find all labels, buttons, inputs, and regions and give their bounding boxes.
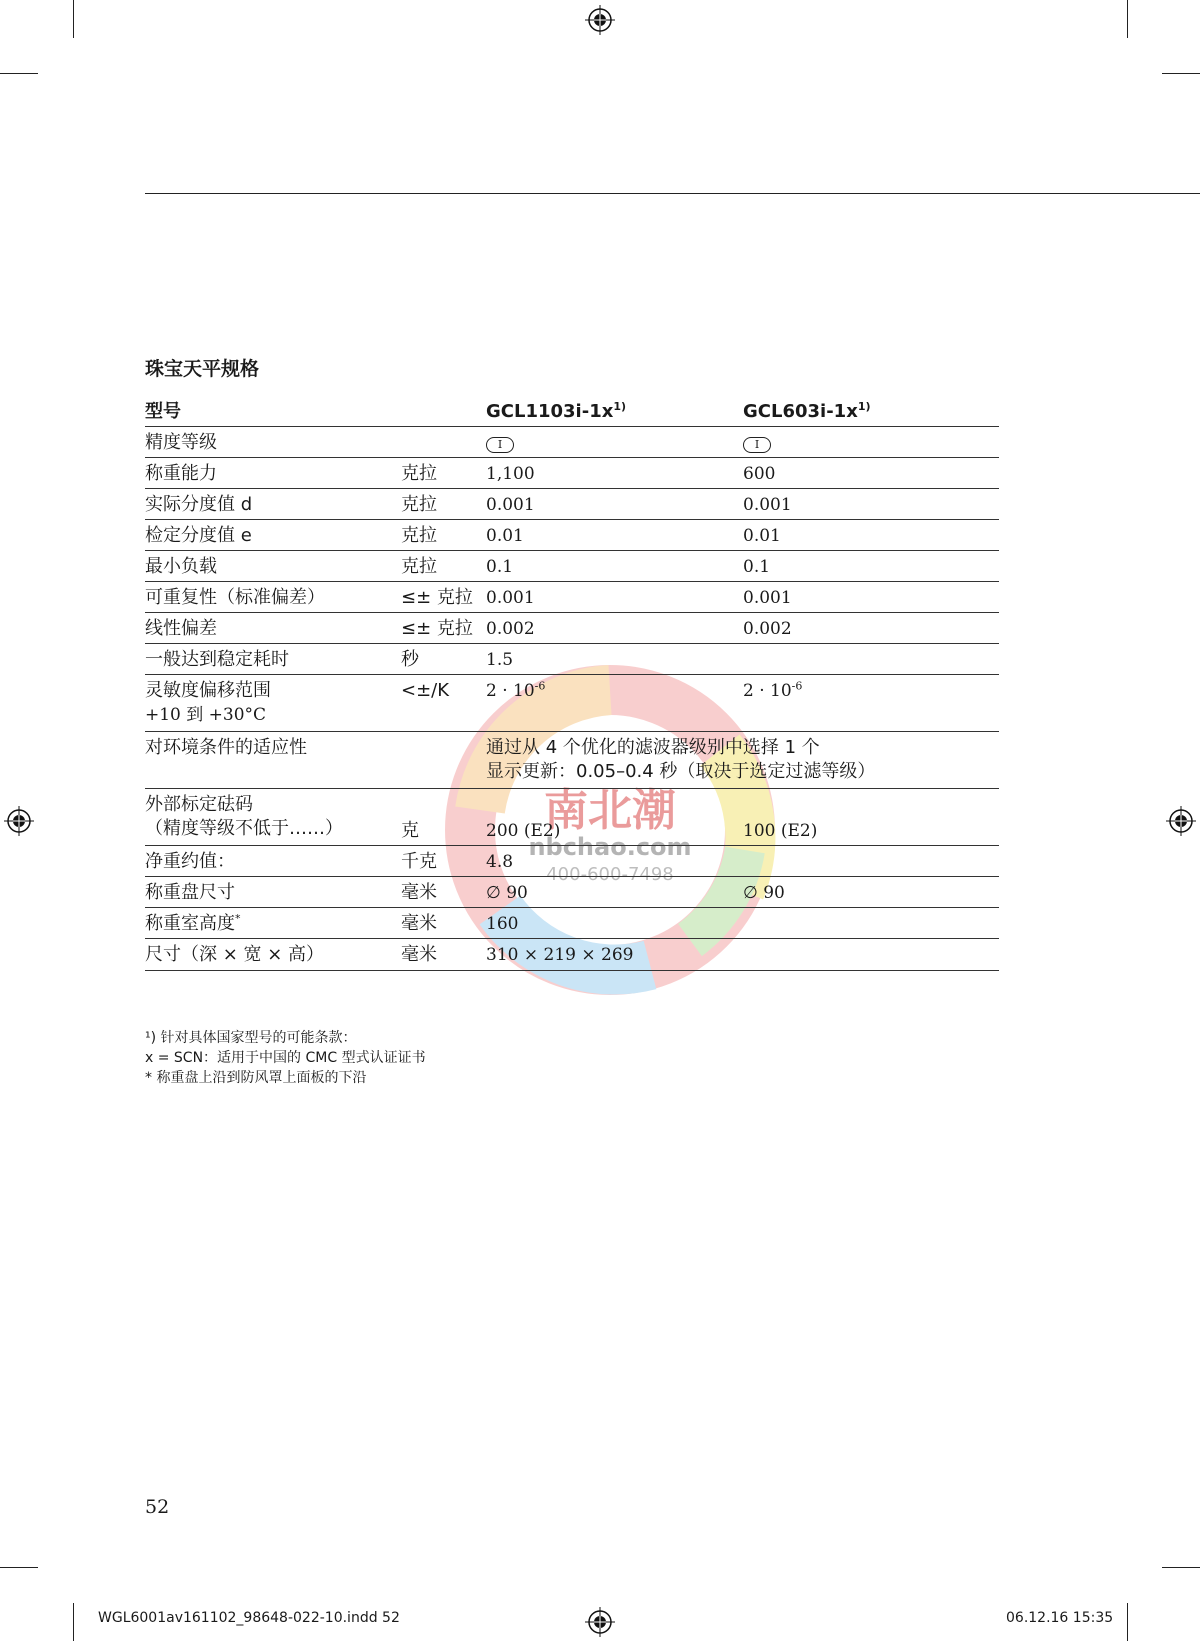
table-row (145, 520, 999, 551)
row-value-model2: ∅ 90 (743, 883, 785, 903)
row-unit: 克 (401, 820, 419, 841)
row-unit: ≤± 克拉 (401, 618, 473, 639)
row-value-model1: 1.5 (486, 650, 514, 670)
row-value-model2: 0.002 (743, 619, 792, 639)
row-value-model2: $2 \cdot 10^{-6}$ (743, 679, 803, 701)
crop-mark (0, 73, 38, 74)
row-label: 检定分度值 e (145, 525, 252, 546)
row-label: 外部标定砝码 （精度等级不低于……） (145, 794, 343, 839)
row-value-model1: ∅ 90 (486, 883, 528, 903)
header-label: 型号 (145, 401, 181, 422)
row-value-model1: 200 (E2) (486, 821, 561, 841)
crop-mark (1162, 73, 1200, 74)
row-label: 称重室高度* (145, 912, 241, 934)
row-value-model2: 600 (743, 464, 776, 484)
row-value-model1: 0.001 (486, 588, 535, 608)
row-label: 精度等级 (145, 432, 217, 453)
section-title: 珠宝天平规格 (145, 358, 260, 380)
table-row (145, 908, 999, 939)
crop-mark (0, 1567, 38, 1568)
accuracy-class-icon: I (486, 437, 514, 453)
table-row (145, 732, 999, 789)
footnote-3: * 称重盘上沿到防风罩上面板的下沿 (145, 1070, 367, 1086)
row-unit: ≤± 克拉 (401, 587, 473, 608)
footnotes (145, 1028, 426, 1088)
table-row (145, 551, 999, 582)
header-rule (145, 193, 1200, 194)
row-value-model1: 0.1 (486, 557, 514, 577)
watermark-phone: 400-600-7498 (546, 864, 674, 885)
table-row (145, 939, 999, 971)
row-label: 灵敏度偏移范围 +10 到 +30°C (145, 680, 271, 725)
crop-mark (73, 0, 74, 38)
row-value-model2: 0.001 (743, 588, 792, 608)
registration-mark-icon (1166, 806, 1196, 836)
row-label: 对环境条件的适应性 (145, 737, 307, 758)
row-value-model1: $2 \cdot 10^{-6}$ (486, 679, 546, 701)
row-label: 最小负载 (145, 556, 217, 577)
row-value-model1: 4.8 (486, 852, 514, 872)
row-unit: 克拉 (401, 463, 437, 484)
table-row (145, 582, 999, 613)
row-unit: 毫米 (401, 882, 437, 903)
row-value-model2: 100 (E2) (743, 821, 818, 841)
row-value-model2: 0.01 (743, 526, 781, 546)
row-label: 线性偏差 (145, 618, 217, 639)
row-label: 一般达到稳定耗时 (145, 649, 289, 670)
table-row (145, 644, 999, 675)
row-label: 称重能力 (145, 463, 217, 484)
registration-mark-icon (585, 1607, 615, 1637)
row-unit: 克拉 (401, 494, 437, 515)
row-value-model1: 0.001 (486, 495, 535, 515)
row-unit: 克拉 (401, 556, 437, 577)
table-row (145, 427, 999, 458)
row-value-model2 (743, 431, 993, 455)
row-label: 尺寸（深 × 宽 × 高） (145, 944, 325, 965)
registration-mark-icon (585, 5, 615, 35)
row-unit: 千克 (401, 851, 437, 872)
crop-mark (1127, 0, 1128, 38)
row-value-model2: 0.1 (743, 557, 771, 577)
slug-filename: WGL6001av161102_98648-022-10.indd 52 (98, 1610, 400, 1626)
slug-date: 06.12.16 15:35 (1006, 1610, 1114, 1626)
row-value-model1: 160 (486, 914, 519, 934)
row-value-model2: 0.001 (743, 495, 792, 515)
table-row (145, 789, 999, 846)
row-label: 实际分度值 d (145, 494, 253, 515)
row-value-model1: 0.01 (486, 526, 524, 546)
row-value-model1: 0.002 (486, 619, 535, 639)
table-row (145, 877, 999, 908)
page-number: 52 (145, 1496, 170, 1518)
accuracy-class-icon: I (743, 437, 771, 453)
table-row (145, 675, 999, 732)
footnote-1: ¹) 针对具体国家型号的可能条款： (145, 1030, 357, 1046)
watermark-brand: 南北潮 (544, 785, 676, 836)
header-model1: $GCL1103i-1x^{1)}$ (486, 400, 627, 422)
row-label: 称重盘尺寸 (145, 882, 235, 903)
row-value-model1: 1,100 (486, 464, 535, 484)
table-row (145, 613, 999, 644)
row-value-model1 (486, 431, 736, 455)
crop-mark (73, 1603, 74, 1641)
table-header (145, 396, 999, 427)
crop-mark (1162, 1567, 1200, 1568)
row-unit: 毫米 (401, 913, 437, 934)
crop-mark (1127, 1603, 1128, 1641)
row-unit: 毫米 (401, 944, 437, 965)
row-label: 可重复性（标准偏差） (145, 587, 325, 608)
row-value-model1: 310 × 219 × 269 (486, 945, 634, 965)
table-row (145, 846, 999, 877)
table-row (145, 489, 999, 520)
row-value-span: 通过从 4 个优化的滤波器级别中选择 1 个 显示更新：0.05–0.4 秒（取决于选定过滤等级） (486, 737, 876, 782)
row-unit: <±/K (401, 680, 450, 701)
row-unit: 秒 (401, 649, 419, 670)
footnote-2: x = SCN：适用于中国的 CMC 型式认证证书 (145, 1050, 426, 1066)
registration-mark-icon (4, 806, 34, 836)
table-body (145, 427, 999, 971)
row-unit: 克拉 (401, 525, 437, 546)
row-label: 净重约值： (145, 851, 235, 872)
header-model2: $GCL603i-1x^{1)}$ (743, 400, 871, 422)
watermark-site: nbchao.com (528, 833, 692, 861)
spec-table (145, 396, 999, 971)
table-row (145, 458, 999, 489)
